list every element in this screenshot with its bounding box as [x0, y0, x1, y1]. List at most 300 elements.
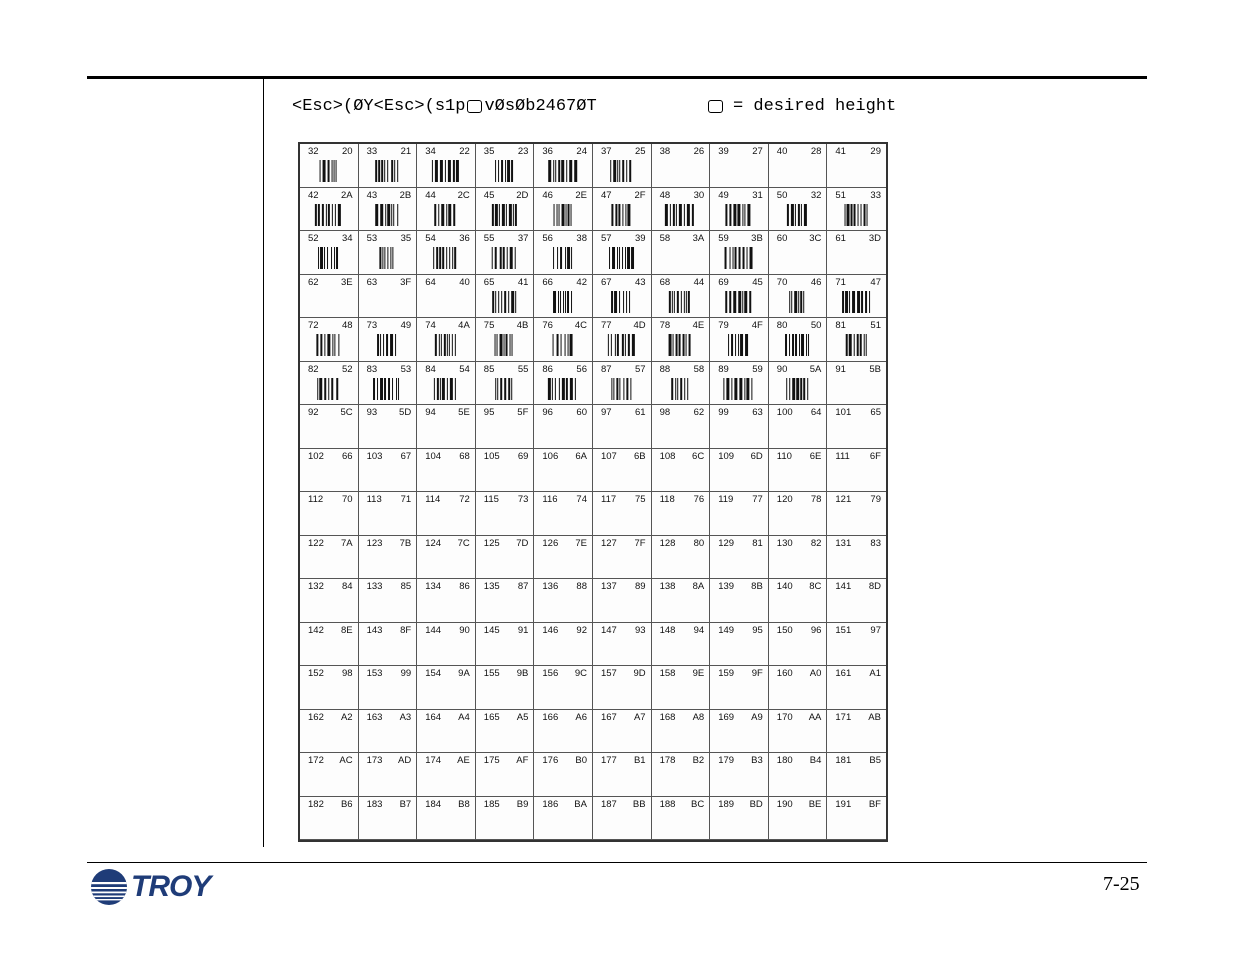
- barcode-bar: [673, 204, 674, 226]
- hex-code: A9: [751, 711, 763, 723]
- chart-cell: [593, 188, 652, 232]
- chart-cell: [534, 405, 593, 449]
- barcode-bar: [332, 334, 333, 356]
- decimal-code: 57: [600, 233, 612, 244]
- decimal-code: 109: [718, 450, 735, 462]
- barcode-bar: [625, 204, 626, 226]
- barcode-bar: [628, 334, 631, 356]
- chart-cell: [710, 797, 769, 841]
- barcode-bar: [560, 247, 563, 269]
- hex-code: 20: [342, 146, 353, 157]
- barcode-bar: [382, 160, 383, 182]
- barcode-bar: [731, 334, 732, 356]
- hex-code: 9E: [692, 668, 705, 679]
- barcode-bar: [616, 378, 619, 400]
- hex-code: 57: [635, 363, 646, 375]
- chart-cell: [769, 666, 828, 710]
- barcode-glyph: [725, 291, 753, 313]
- barcode-bar: [611, 334, 612, 356]
- chart-cell: [534, 797, 593, 841]
- decimal-code: 128: [659, 537, 676, 549]
- barcode-bar: [622, 247, 623, 269]
- barcode-bar: [680, 378, 683, 400]
- chart-cell: [359, 449, 418, 493]
- decimal-code: 155: [483, 668, 500, 679]
- decimal-code: 190: [776, 798, 793, 810]
- decimal-code: 41: [835, 146, 846, 157]
- decimal-code: 154: [425, 668, 442, 679]
- decimal-code: 150: [776, 624, 793, 636]
- barcode-bar: [857, 334, 858, 356]
- barcode-bar: [799, 334, 800, 356]
- hex-code: AA: [808, 711, 822, 723]
- barcode-bar: [495, 378, 496, 400]
- chart-cell: [417, 362, 476, 406]
- barcode-bar: [622, 204, 623, 226]
- chart-cell: [652, 797, 711, 841]
- decimal-code: 183: [366, 798, 383, 810]
- hex-code: 25: [635, 146, 646, 157]
- decimal-code: 107: [600, 450, 617, 462]
- hex-code: 7E: [575, 537, 587, 549]
- barcode-bar: [506, 247, 507, 269]
- decimal-code: 36: [542, 146, 553, 157]
- barcode-bar: [789, 378, 790, 400]
- decimal-code: 73: [366, 320, 378, 331]
- decimal-code: 145: [483, 624, 500, 636]
- barcode-bar: [686, 291, 687, 313]
- chart-cell: [359, 579, 418, 623]
- chart-cell: [476, 753, 535, 797]
- chart-cell: [710, 579, 769, 623]
- chart-cell: [534, 710, 593, 754]
- barcode-bar: [751, 378, 752, 400]
- barcode-bar: [745, 334, 748, 356]
- barcode-bar: [612, 247, 615, 269]
- hex-code: 86: [459, 581, 470, 592]
- chart-cell: [593, 623, 652, 667]
- decimal-code: 164: [425, 711, 442, 723]
- hex-code: 5D: [399, 407, 412, 418]
- chart-cell: [593, 753, 652, 797]
- barcode-bar: [396, 378, 397, 400]
- chart-cell: [827, 710, 886, 754]
- chart-cell: [300, 492, 359, 536]
- barcode-glyph: [317, 378, 341, 400]
- hex-code: B2: [692, 755, 705, 766]
- barcode-glyph: [844, 204, 869, 226]
- decimal-code: 173: [366, 755, 383, 766]
- chart-cell: [769, 492, 828, 536]
- decimal-code: 160: [776, 668, 793, 679]
- hex-code: 87: [517, 581, 529, 592]
- hex-code: 61: [635, 407, 646, 418]
- barcode-bar: [511, 291, 514, 313]
- hex-code: 4D: [633, 320, 646, 331]
- decimal-code: 184: [425, 798, 442, 810]
- chart-cell: [300, 231, 359, 275]
- chart-cell: [300, 275, 359, 319]
- hex-code: 2F: [634, 189, 646, 201]
- barcode-bar: [796, 378, 799, 400]
- barcode-bar: [729, 291, 732, 313]
- barcode-bar: [684, 378, 685, 400]
- hex-code: 7C: [457, 537, 470, 549]
- barcode-bar: [393, 247, 394, 269]
- barcode-bar: [857, 291, 860, 313]
- barcode-glyph: [376, 160, 400, 182]
- decimal-code: 33: [366, 146, 378, 157]
- barcode-bar: [447, 334, 448, 356]
- decimal-code: 40: [776, 146, 788, 157]
- barcode-bar: [675, 378, 676, 400]
- chart-cell: [593, 579, 652, 623]
- chart-cell: [476, 188, 535, 232]
- barcode-bar: [509, 334, 510, 356]
- chart-cell: [710, 536, 769, 580]
- barcode-glyph: [611, 291, 633, 313]
- chart-cell: [417, 231, 476, 275]
- barcode-bar: [555, 160, 556, 182]
- barcode-bar: [562, 378, 565, 400]
- barcode-bar: [631, 247, 634, 269]
- decimal-code: 94: [425, 407, 436, 418]
- decimal-code: 172: [308, 755, 324, 766]
- barcode-bar: [564, 334, 565, 356]
- hex-code: 58: [693, 363, 705, 375]
- chart-cell: [300, 362, 359, 406]
- hex-code: 9D: [633, 668, 646, 679]
- hex-code: 7A: [340, 537, 353, 549]
- decimal-code: 149: [718, 624, 735, 636]
- barcode-bar: [552, 378, 553, 400]
- chart-cell: [710, 449, 769, 493]
- decimal-code: 170: [776, 711, 793, 723]
- barcode-glyph: [669, 291, 691, 313]
- decimal-code: 37: [600, 146, 612, 157]
- barcode-bar: [618, 204, 621, 226]
- chart-cell: [652, 231, 711, 275]
- hex-code: 36: [459, 233, 470, 244]
- barcode-bar: [515, 247, 516, 269]
- barcode-bar: [684, 204, 685, 226]
- chart-cell: [417, 623, 476, 667]
- height-placeholder-icon: [467, 100, 482, 113]
- barcode-bar: [795, 334, 796, 356]
- hex-code: 83: [870, 537, 881, 549]
- barcode-bar: [558, 160, 561, 182]
- barcode-bar: [670, 204, 671, 226]
- barcode-bar: [505, 160, 506, 182]
- decimal-code: 93: [366, 407, 378, 418]
- hex-code: A5: [516, 711, 529, 723]
- decimal-code: 162: [308, 711, 324, 723]
- barcode-bar: [509, 204, 512, 226]
- chart-cell: [359, 536, 418, 580]
- barcode-glyph: [548, 378, 578, 400]
- hex-code: 66: [342, 450, 353, 462]
- barcode-bar: [676, 334, 677, 356]
- decimal-code: 53: [366, 233, 378, 244]
- chart-cell: [652, 144, 711, 188]
- barcode-bar: [440, 378, 441, 400]
- decimal-code: 96: [542, 407, 553, 418]
- barcode-glyph: [315, 204, 343, 226]
- chart-cell: [300, 666, 359, 710]
- decimal-code: 185: [483, 798, 500, 810]
- decimal-code: 143: [366, 624, 383, 636]
- hex-code: 8B: [751, 581, 763, 592]
- hex-code: 62: [693, 407, 705, 418]
- barcode-glyph: [377, 334, 397, 356]
- chart-cell: [476, 536, 535, 580]
- decimal-code: 140: [776, 581, 793, 592]
- decimal-code: 98: [659, 407, 671, 418]
- chart-cell: [417, 188, 476, 232]
- chart-cell: [417, 536, 476, 580]
- barcode-bar: [615, 291, 618, 313]
- chart-cell: [769, 623, 828, 667]
- decimal-code: 156: [542, 668, 559, 679]
- barcode-bar: [392, 378, 393, 400]
- barcode-bar: [676, 291, 679, 313]
- hex-code: B0: [575, 755, 587, 766]
- barcode-bar: [387, 247, 388, 269]
- decimal-code: 165: [483, 711, 500, 723]
- chart-cell: [769, 144, 828, 188]
- barcode-bar: [336, 247, 337, 269]
- decimal-code: 60: [776, 233, 788, 244]
- barcode-bar: [438, 204, 439, 226]
- hex-code: 72: [459, 494, 470, 505]
- decimal-code: 142: [308, 624, 324, 636]
- hex-code: 22: [459, 146, 470, 157]
- decimal-code: 117: [600, 494, 617, 505]
- barcode-bar: [380, 204, 383, 226]
- barcode-glyph: [553, 291, 573, 313]
- chart-cell: [359, 797, 418, 841]
- chart-cell: [710, 666, 769, 710]
- barcode-bar: [448, 160, 451, 182]
- barcode-bar: [432, 160, 433, 182]
- barcode-bar: [387, 160, 388, 182]
- hex-code: A3: [399, 711, 412, 723]
- barcode-bar: [789, 291, 790, 313]
- chart-cell: [359, 753, 418, 797]
- decimal-code: 43: [366, 189, 378, 201]
- barcode-bar: [328, 378, 329, 400]
- chart-cell: [359, 666, 418, 710]
- chart-cell: [652, 492, 711, 536]
- hex-code: 81: [752, 537, 763, 549]
- chart-cell: [417, 449, 476, 493]
- barcode-glyph: [434, 204, 458, 226]
- hex-code: 75: [635, 494, 646, 505]
- barcode-bar: [744, 291, 747, 313]
- chart-cell: [300, 579, 359, 623]
- decimal-code: 159: [718, 668, 735, 679]
- chart-cell: [476, 231, 535, 275]
- barcode-bar: [801, 291, 802, 313]
- barcode-bar: [676, 204, 677, 226]
- barcode-bar: [854, 334, 855, 356]
- height-placeholder-icon: [708, 100, 723, 113]
- decimal-code: 51: [835, 189, 846, 201]
- decimal-code: 186: [542, 798, 559, 810]
- decimal-code: 120: [776, 494, 793, 505]
- barcode-bar: [515, 291, 516, 313]
- hex-code: 6A: [575, 450, 587, 462]
- chart-cell: [476, 623, 535, 667]
- barcode-bar: [388, 378, 391, 400]
- hex-code: 5B: [869, 363, 881, 375]
- chart-cell: [300, 449, 359, 493]
- hex-code: 3D: [868, 233, 881, 244]
- hex-code: 47: [870, 276, 881, 288]
- chart-cell: [300, 188, 359, 232]
- barcode-bar: [575, 378, 576, 400]
- barcode-bar: [850, 204, 853, 226]
- hex-code: BC: [690, 798, 705, 810]
- decimal-code: 101: [835, 407, 852, 418]
- barcode-glyph: [373, 378, 401, 400]
- decimal-code: 39: [718, 146, 729, 157]
- decimal-code: 92: [308, 407, 319, 418]
- barcode-bar: [803, 291, 804, 313]
- barcode-bar: [500, 334, 503, 356]
- hex-code: A7: [633, 711, 646, 723]
- barcode-bar: [497, 334, 498, 356]
- chart-cell: [300, 753, 359, 797]
- barcode-bar: [491, 247, 492, 269]
- barcode-bar: [445, 160, 446, 182]
- decimal-code: 169: [718, 711, 735, 723]
- barcode-glyph: [380, 247, 395, 269]
- chart-cell: [652, 275, 711, 319]
- barcode-bar: [319, 160, 320, 182]
- barcode-bar: [327, 160, 330, 182]
- barcode-glyph: [609, 247, 635, 269]
- barcode-bar: [501, 160, 502, 182]
- chart-cell: [417, 318, 476, 362]
- hex-code: 55: [517, 363, 529, 375]
- decimal-code: 126: [542, 537, 559, 549]
- chart-cell: [652, 666, 711, 710]
- decimal-code: 56: [542, 233, 553, 244]
- barcode-glyph: [376, 204, 400, 226]
- decimal-code: 81: [835, 320, 846, 331]
- barcode-bar: [853, 291, 856, 313]
- barcode-glyph: [553, 334, 574, 356]
- barcode-bar: [441, 334, 442, 356]
- barcode-bar: [385, 247, 386, 269]
- hex-code: 96: [810, 624, 822, 636]
- barcode-bar: [435, 334, 438, 356]
- chart-cell: [827, 144, 886, 188]
- barcode-glyph: [665, 204, 695, 226]
- decimal-code: 102: [308, 450, 324, 462]
- barcode-glyph: [434, 378, 458, 400]
- chart-cell: [593, 362, 652, 406]
- hex-code: 56: [576, 363, 587, 375]
- barcode-bar: [844, 204, 845, 226]
- chart-cell: [359, 405, 418, 449]
- barcode-bar: [376, 160, 377, 182]
- barcode-bar: [806, 334, 807, 356]
- hex-code: 6E: [809, 450, 822, 462]
- hex-code: 5A: [809, 363, 822, 375]
- barcode-bar: [324, 378, 327, 400]
- decimal-code: 189: [718, 798, 735, 810]
- hex-code: 3B: [751, 233, 763, 244]
- barcode-glyph: [787, 204, 809, 226]
- barcode-glyph: [725, 247, 754, 269]
- chart-cell: [593, 710, 652, 754]
- hex-code: BF: [868, 798, 881, 810]
- hex-code: 60: [576, 407, 587, 418]
- hex-code: 90: [459, 624, 470, 636]
- barcode-bar: [319, 378, 322, 400]
- chart-cell: [476, 492, 535, 536]
- decimal-code: 62: [308, 276, 319, 288]
- barcode-bar: [437, 247, 438, 269]
- decimal-code: 157: [600, 668, 617, 679]
- chart-cell: [476, 797, 535, 841]
- hex-code: 89: [635, 581, 646, 592]
- hex-code: B7: [399, 798, 412, 810]
- barcode-bar: [558, 291, 559, 313]
- hex-code: 71: [400, 494, 412, 505]
- chart-cell: [593, 231, 652, 275]
- barcode-glyph: [725, 204, 752, 226]
- chart-cell: [300, 318, 359, 362]
- barcode-bar: [491, 204, 494, 226]
- decimal-code: 187: [600, 798, 617, 810]
- barcode-bar: [861, 204, 862, 226]
- barcode-bar: [327, 247, 328, 269]
- chart-cell: [827, 231, 886, 275]
- barcode-bar: [845, 334, 848, 356]
- barcode-bar: [570, 378, 573, 400]
- hex-code: AC: [339, 755, 353, 766]
- barcode-bar: [678, 334, 681, 356]
- barcode-bar: [786, 378, 787, 400]
- decimal-code: 123: [366, 537, 383, 549]
- decimal-code: 134: [425, 581, 442, 592]
- barcode-bar: [548, 160, 551, 182]
- decimal-code: 148: [659, 624, 676, 636]
- barcode-bar: [723, 378, 724, 400]
- barcode-bar: [669, 291, 670, 313]
- hex-code: 27: [752, 146, 763, 157]
- decimal-code: 82: [308, 363, 319, 375]
- hex-code: 2D: [516, 189, 529, 201]
- decimal-code: 89: [718, 363, 729, 375]
- chart-cell: [652, 753, 711, 797]
- hex-code: 2B: [399, 189, 412, 201]
- chart-cell: [534, 275, 593, 319]
- barcode-bar: [793, 378, 796, 400]
- barcode-bar: [738, 291, 741, 313]
- barcode-bar: [791, 204, 794, 226]
- barcode-bar: [338, 334, 339, 356]
- hex-code: 49: [400, 320, 412, 331]
- barcode-bar: [566, 160, 567, 182]
- chart-cell: [827, 579, 886, 623]
- troy-logo: [89, 866, 210, 908]
- barcode-bar: [617, 247, 618, 269]
- hex-code: 52: [342, 363, 353, 375]
